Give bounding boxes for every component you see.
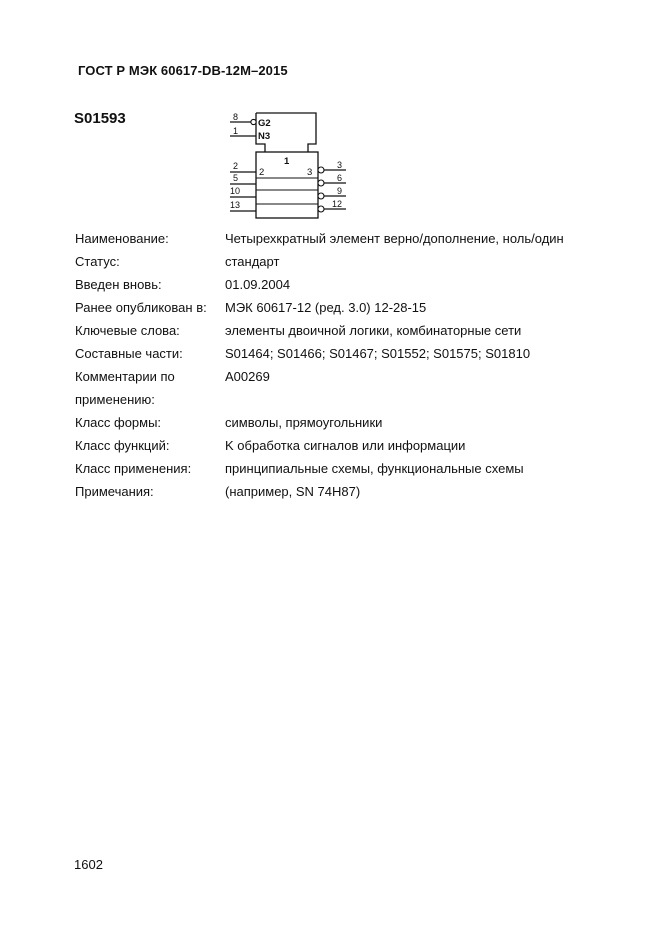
input-pin-label: 13 xyxy=(230,200,241,210)
field-label: Класс применения: xyxy=(75,461,192,476)
field-label: Введен вновь: xyxy=(75,277,162,292)
field-label: применению: xyxy=(75,392,155,407)
input-pin-label: 10 xyxy=(230,186,241,196)
field-label: Наименование: xyxy=(75,231,169,246)
field-application-class xyxy=(75,457,635,480)
symbol-properties xyxy=(75,227,635,503)
field-value: Четырехкратный элемент верно/дополнение, ноль/один xyxy=(225,231,564,246)
field-application-notes-cont xyxy=(75,388,635,411)
input-pin-label: 2 xyxy=(233,161,239,171)
output-pin-label: 12 xyxy=(332,199,343,209)
field-value: стандарт xyxy=(225,254,280,269)
field-value: МЭК 60617-12 (ред. 3.0) 12-28-15 xyxy=(225,300,427,315)
field-previously-published xyxy=(75,296,635,319)
g2-label: G2 xyxy=(258,118,271,129)
pin-8-label: 8 xyxy=(233,112,239,122)
document-header: ГОСТ Р МЭК 60617-DB-12M–2015 xyxy=(78,63,288,78)
field-shape-class xyxy=(75,411,635,434)
field-application-notes xyxy=(75,365,635,388)
inner-output-label: 3 xyxy=(307,167,313,178)
logic-symbol-diagram xyxy=(222,105,362,225)
field-label: Статус: xyxy=(75,254,120,269)
field-label: Составные части: xyxy=(75,346,183,361)
input-pin-label: 5 xyxy=(233,173,239,183)
field-keywords xyxy=(75,319,635,342)
field-remarks xyxy=(75,480,635,503)
pin-1-label: 1 xyxy=(233,126,239,136)
inversion-circle xyxy=(318,180,324,186)
field-label: Ранее опубликован в: xyxy=(75,300,207,315)
inversion-circle xyxy=(318,193,324,199)
output-pin-label: 6 xyxy=(337,173,343,183)
output-pin-label: 9 xyxy=(337,186,343,196)
inversion-circle xyxy=(318,206,324,212)
field-name xyxy=(75,227,635,250)
field-value: принципиальные схемы, функциональные схемы xyxy=(225,461,524,476)
field-label: Комментарии по xyxy=(75,369,175,384)
field-value: (например, SN 74H87) xyxy=(225,484,361,499)
field-label: Класс функций: xyxy=(75,438,170,453)
field-value: K обработка сигналов или информации xyxy=(225,438,466,453)
field-components xyxy=(75,342,635,365)
inversion-circle xyxy=(251,119,256,124)
n3-label: N3 xyxy=(258,131,271,142)
inner-input-label: 2 xyxy=(259,167,265,178)
output-pin-label: 3 xyxy=(337,160,343,170)
field-label: Класс формы: xyxy=(75,415,162,430)
symbol-id: S01593 xyxy=(74,110,126,127)
field-status xyxy=(75,250,635,273)
field-value: 01.09.2004 xyxy=(225,277,291,292)
field-introduced xyxy=(75,273,635,296)
field-value: S01464; S01466; S01467; S01552; S01575; S01810 xyxy=(225,346,531,361)
page-number: 1602 xyxy=(74,857,103,872)
field-value: символы, прямоугольники xyxy=(225,415,383,430)
field-value xyxy=(225,388,635,411)
field-label: Примечания: xyxy=(75,484,154,499)
field-function-class xyxy=(75,434,635,457)
inversion-circle xyxy=(318,167,324,173)
field-value: A00269 xyxy=(225,369,270,384)
field-label: Ключевые слова: xyxy=(75,323,180,338)
field-value: элементы двоичной логики, комбинаторные сети xyxy=(225,323,522,338)
function-label: 1 xyxy=(284,156,290,167)
